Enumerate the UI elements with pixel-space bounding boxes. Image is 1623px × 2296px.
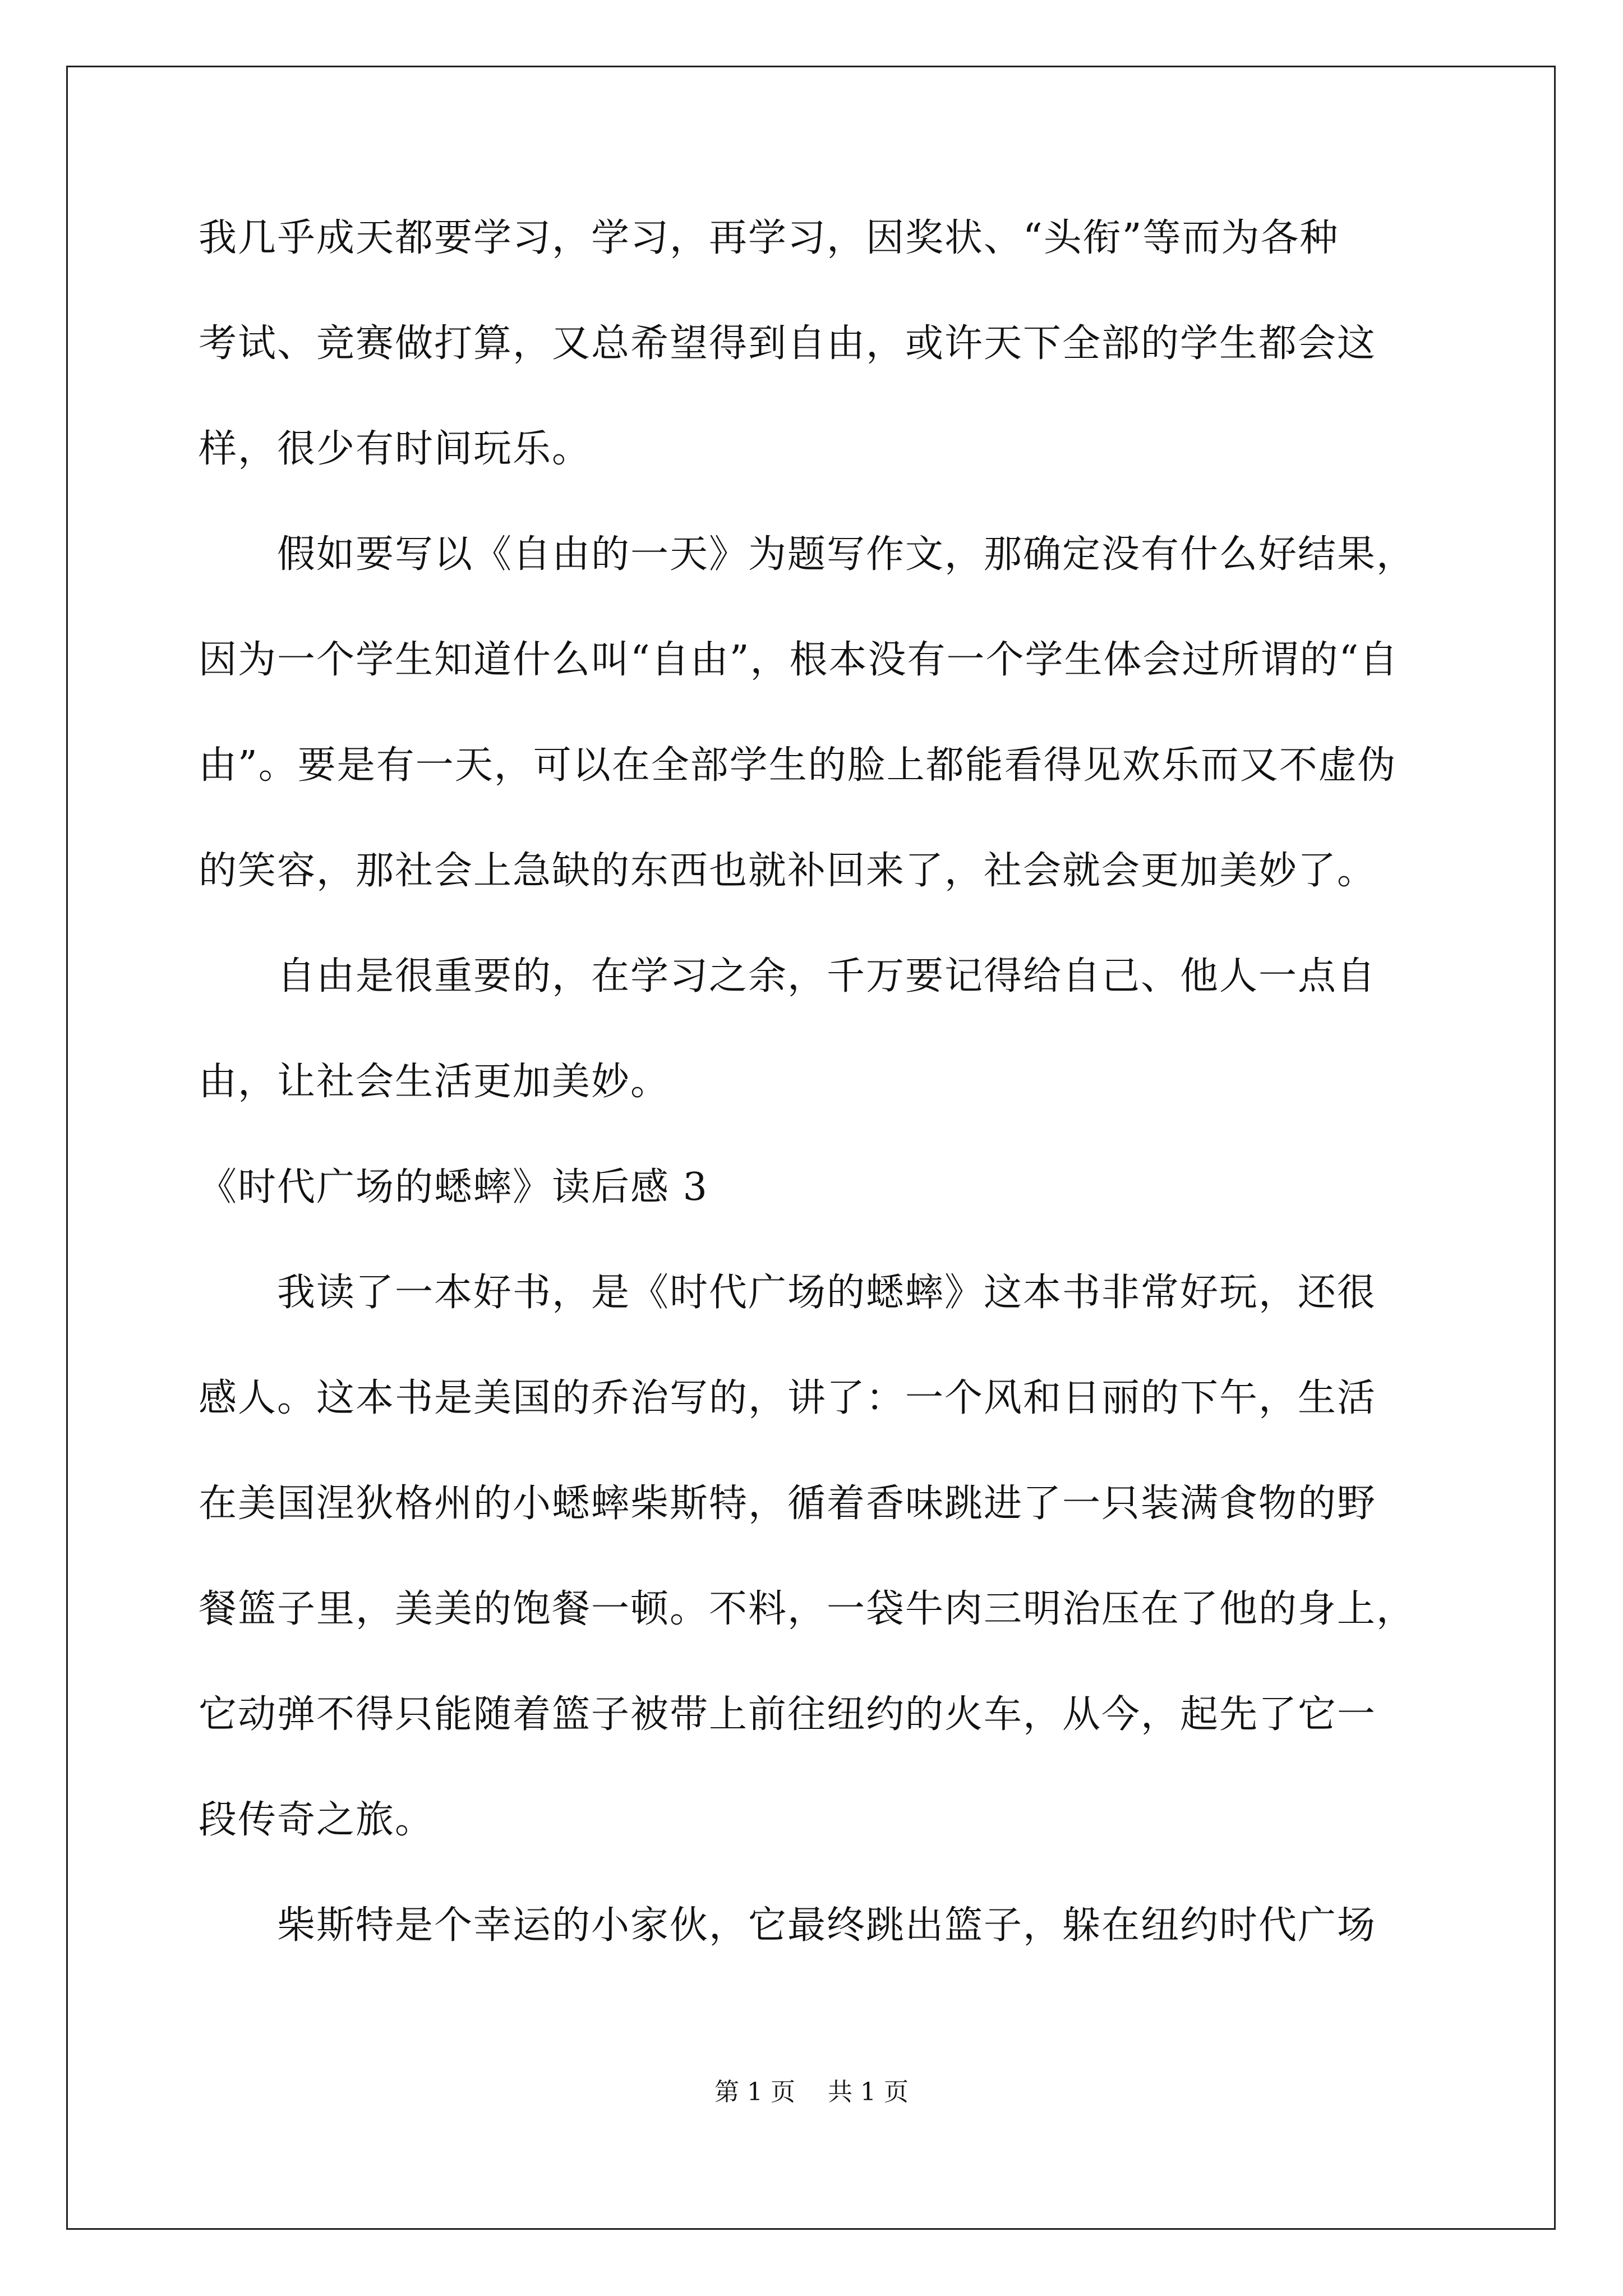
section-heading: 《时代广场的蟋蟀》读后感 3 bbox=[199, 1165, 708, 1209]
text-line: 由”。要是有一天，可以在全部学生的脸上都能看得见欢乐而又不虚伪 bbox=[199, 743, 1397, 788]
text-line: 感人。这本书是美国的乔治写的，讲了：一个风和日丽的下午，生活 bbox=[199, 1376, 1377, 1420]
page-footer: 第 1 页 共 1 页 bbox=[714, 2078, 909, 2106]
text-line: 我读了一本好书，是《时代广场的蟋蟀》这本书非常好玩，还很 bbox=[199, 1271, 1377, 1315]
text-line: 因为一个学生知道什么叫“自由”，根本没有一个学生体会过所谓的“自 bbox=[199, 638, 1399, 682]
text-line: 柴斯特是个幸运的小家伙，它最终跳出篮子，躲在纽约时代广场 bbox=[199, 1903, 1377, 1948]
text-line: 由，让社会生活更加美妙。 bbox=[199, 1060, 670, 1104]
text-line: 样，很少有时间玩乐。 bbox=[199, 427, 592, 471]
text-line: 考试、竞赛做打算，又总希望得到自由，或许天下全部的学生都会这 bbox=[199, 321, 1377, 366]
text-line: 它动弹不得只能随着篮子被带上前往纽约的火车，从今，起先了它一 bbox=[199, 1692, 1377, 1737]
text-line: 的笑容，那社会上急缺的东西也就补回来了，社会就会更加美妙了。 bbox=[199, 849, 1377, 893]
text-line: 餐篮子里，美美的饱餐一顿。不料，一袋牛肉三明治压在了他的身上， bbox=[199, 1587, 1416, 1631]
text-line: 假如要写以《自由的一天》为题写作文，那确定没有什么好结果， bbox=[199, 532, 1416, 577]
text-line: 段传奇之旅。 bbox=[199, 1798, 435, 1842]
text-line: 自由是很重要的，在学习之余，千万要记得给自己、他人一点自 bbox=[199, 954, 1377, 999]
text-line: 我几乎成天都要学习，学习，再学习，因奖状、“头衔”等而为各种 bbox=[199, 216, 1339, 260]
text-line: 在美国涅狄格州的小蟋蟀柴斯特，循着香味跳进了一只装满食物的野 bbox=[199, 1481, 1377, 1526]
